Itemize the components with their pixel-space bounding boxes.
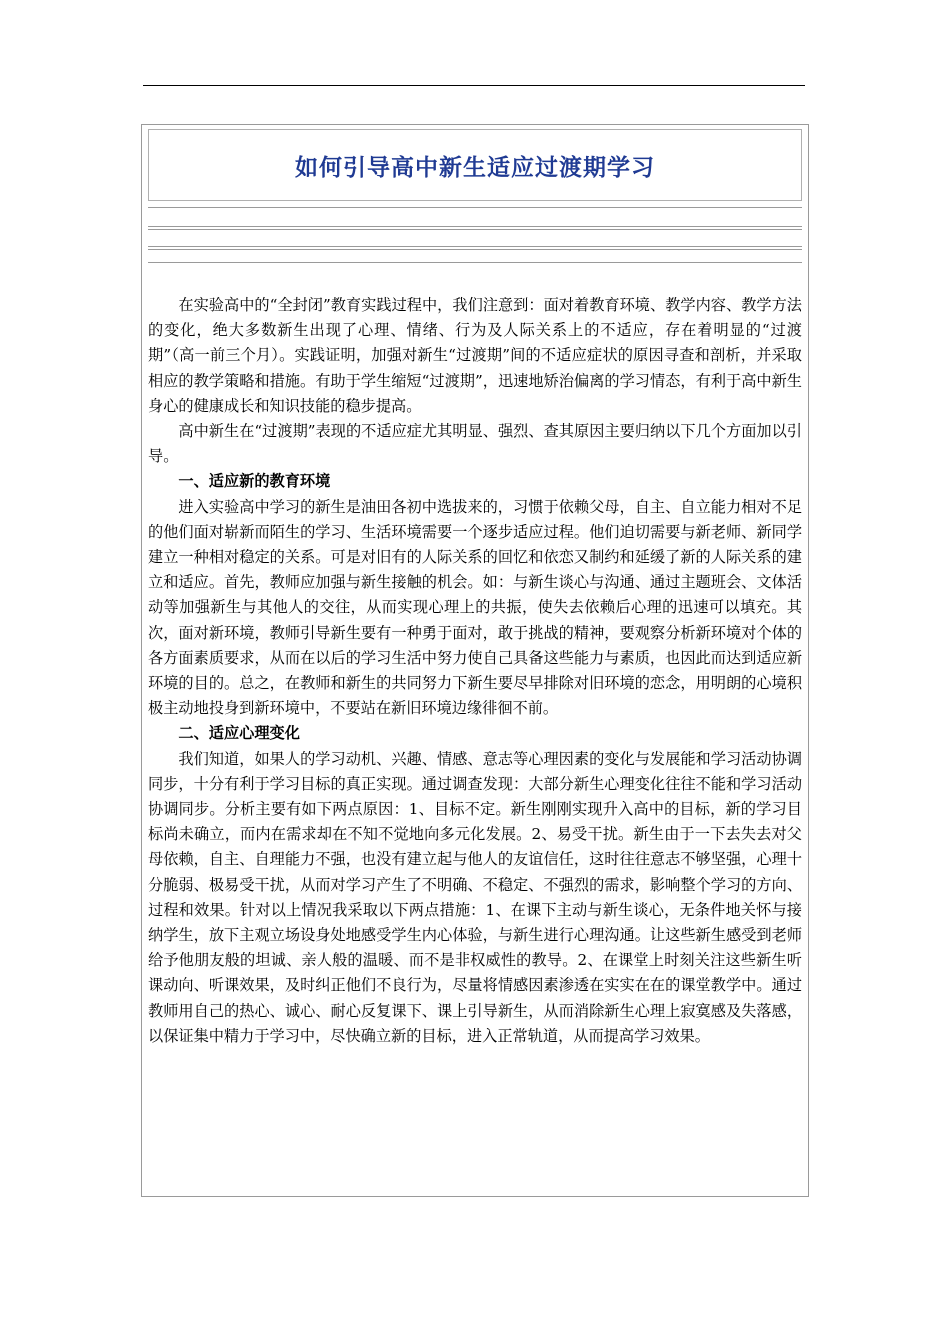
- paragraph-summary: 高中新生在“过渡期”表现的不适应症尤其明显、强烈、查其原因主要归纳以下几个方面加以引导。: [148, 422, 802, 466]
- divider-bar: [148, 207, 802, 227]
- paragraph-intro: 在实验高中的“全封闭”教育实践过程中，我们注意到：面对着教育环境、教学内容、教学方法的变化，绝大多数新生出现了心理、情绪、行为及人际关系上的不适应，存在着明显的“过渡期”（高一前三个月）。实践证明，加强对新生“过渡期”间的不适应症状的原因寻查和剖析，并采取相应的教学策略和措施。有助于学生缩短“过渡期”，迅速地矫治偏离的学习情态，有利于高中新生身心的健康成长和知识技能的稳步提高。: [148, 296, 802, 415]
- article-title: 如何引导高中新生适应过渡期学习: [295, 153, 655, 181]
- article-body: [148, 293, 802, 1049]
- header-rule: [143, 85, 805, 86]
- section-heading-1: 一、适应新的教育环境: [178, 472, 331, 491]
- paragraph-environment: 进入实验高中学习的新生是油田各初中选拔来的，习惯于依赖父母，自主、自立能力相对不足的他们面对崭新而陌生的学习、生活环境需要一个逐步适应过程。他们迫切需要与新老师、新同学建立一种相对稳定的关系。可是对旧有的人际关系的回忆和依恋又制约和延缓了新的人际关系的建立和适应。首先，教师应加强与新生接触的机会。如：与新生谈心与沟通、通过主题班会、文体活动等加强新生与其他人的交往，从而实现心理上的共振，使失去依赖后心理的迅速可以填充。其次，面对新环境，教师引导新生要有一种勇于面对，敢于挑战的精神，要观察分析新环境对个体的各方面素质要求，从而在以后的学习生活中努力使自己具备这些能力与素质，也因此而达到适应新环境的目的。总之，在教师和新生的共同努力下新生要尽早排除对旧环境的恋念，用明朗的心境积极主动地投身到新环境中，不要站在新旧环境边缘徘徊不前。: [148, 497, 802, 718]
- section-heading-2: 二、适应心理变化: [178, 724, 300, 743]
- paragraph-psychology: 我们知道，如果人的学习动机、兴趣、情感、意志等心理因素的变化与发展能和学习活动协调同步，十分有利于学习目标的真正实现。通过调查发现：大部分新生心理变化往往不能和学习活动协调同步。分析主要有如下两点原因：1、目标不定。新生刚刚实现升入高中的目标，新的学习目标尚未确立，而内在需求却在不知不觉地向多元化发展。2、易受干扰。新生由于一下去失去对父母依赖，自主、自理能力不强，也没有建立起与他人的友谊信任，这时往往意志不够坚强，心理十分脆弱、极易受干扰，从而对学习产生了不明确、不稳定、不强烈的需求，影响整个学习的方向、过程和效果。针对以上情况我采取以下两点措施：1、在课下主动与新生谈心，无条件地关怀与接纳学生，放下主观立场设身处地感受学生内心体验，与新生进行心理沟通。让这些新生感受到老师给予他朋友般的坦诚、亲人般的温暖、而不是非权威性的教导。2、在课堂上时刻关注这些新生听课动向、听课效果，及时纠正他们不良行为，尽量将情感因素渗透在实实在在的课堂教学中。通过教师用自己的热心、诚心、耐心反复课下、课上引导新生，从而消除新生心理上寂寞感及失落感，以保证集中精力于学习中，尽快确立新的目标，进入正常轨道，从而提高学习效果。: [148, 749, 802, 1045]
- title-cell: [148, 129, 802, 201]
- divider-bar: [148, 229, 802, 247]
- divider-bar: [148, 249, 802, 263]
